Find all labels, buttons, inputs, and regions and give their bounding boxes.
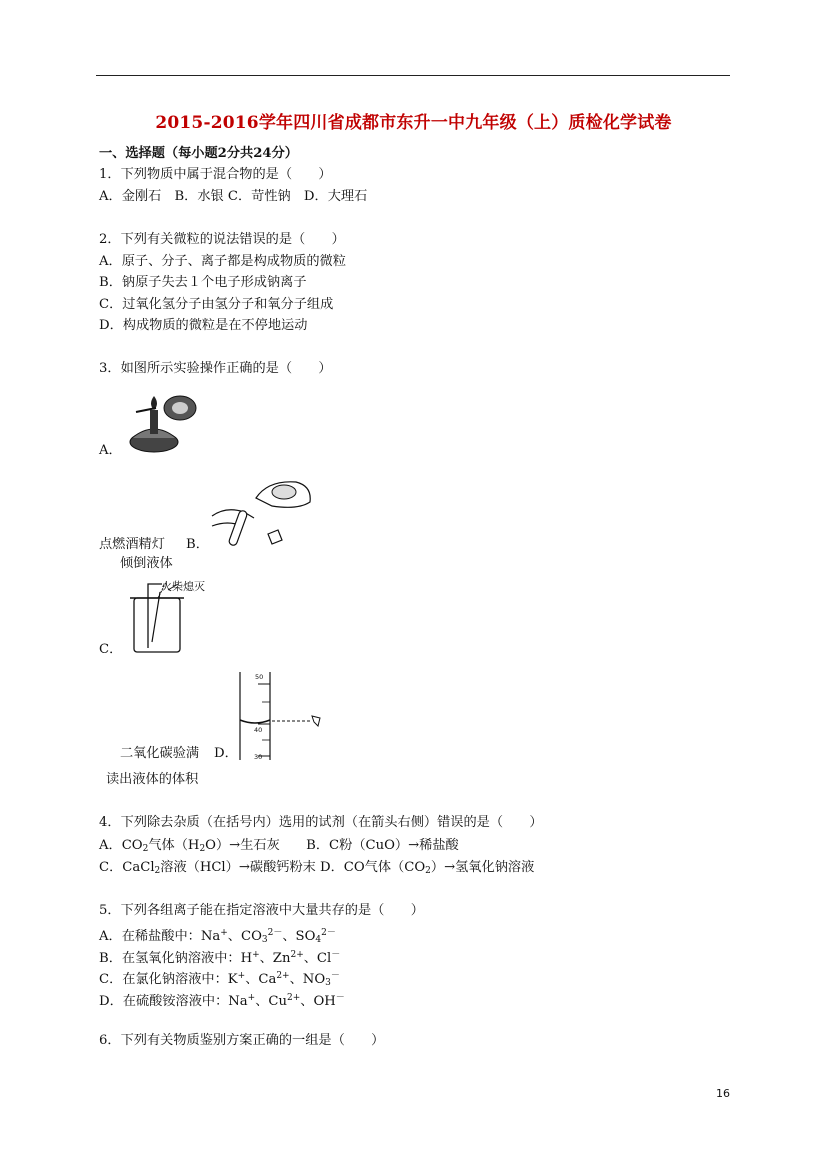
page-title: 2015-2016学年四川省成都市东升一中九年级（上）质检化学试卷 [155, 113, 672, 133]
graduated-cylinder-figure [234, 668, 334, 764]
page-number: 16 [716, 1087, 730, 1100]
question-3-label-d: D． [214, 746, 238, 761]
question-1-stem: 1．下列物质中属于混合物的是（ ） [99, 167, 332, 182]
question-4-options-ab: A．$CO_2$气体$(H_2O)\to$生石灰 B．C粉（CuO）→稀盐酸 [99, 838, 459, 854]
question-4-stem: 4．下列除去杂质（在括号内）选用的试剂（在箭头右侧）错误的是（ ） [99, 815, 543, 830]
question-2-option-b: B．钠原子失去１个电子形成钠离子 [99, 275, 307, 290]
question-2-stem: 2．下列有关微粒的说法错误的是（ ） [99, 232, 345, 247]
question-6-stem: 6．下列有关物质鉴别方案正确的一组是（ ） [99, 1033, 385, 1048]
question-3-caption-c: 二氧化碳验满 [120, 746, 200, 761]
question-5-option-d: D．在硫酸铵溶液中：Na+、$Cu^{2+}$、OH－ [99, 993, 345, 1009]
question-4-options-cd: C．CaCl$_2$溶液（HCl）→碳酸钙粉末 D．CO气体$(CO_2)\to$氢氧化钠溶液 [99, 860, 535, 876]
question-3-label-a: A． [99, 443, 122, 458]
question-2-option-a: A．原子、分子、离子都是构成物质的微粒 [99, 254, 346, 269]
question-3-stem: 3．如图所示实验操作正确的是（ ） [99, 361, 332, 376]
question-2-option-c: C．过氧化氢分子由氢分子和氧分子组成 [99, 297, 334, 312]
section-heading: 一、选择题（每小题2分共24分） [99, 146, 298, 161]
pouring-liquid-figure [208, 470, 318, 552]
question-1-options: A．金刚石 B．水银 C．苛性钠 D．大理石 [99, 189, 368, 204]
question-3-caption-a: 点燃酒精灯 [99, 537, 165, 552]
question-5-option-a: A．在稀盐酸中：Na+、$CO_3^{2-}$、$SO_4^{2-}$ [99, 928, 336, 945]
question-5-stem: 5．下列各组离子能在指定溶液中大量共存的是（ ） [99, 903, 424, 918]
cylinder-tick-50: 50 [255, 673, 264, 681]
co2-figure-label: 火柴熄灭 [161, 580, 205, 593]
question-3-label-b: B． [186, 537, 209, 552]
question-5-option-b: B．在氢氧化钠溶液中：H+、$Zn^{2+}$、Cl－ [99, 950, 341, 966]
question-3-caption-d: 读出液体的体积 [106, 772, 199, 787]
question-3-caption-b: 倾倒液体 [120, 556, 173, 571]
cylinder-tick-30: 30 [254, 753, 263, 761]
question-5-option-c: C．在氯化钠溶液中：K+、$Ca^{2+}$、$NO_3^-$ [99, 971, 340, 988]
header-rule [96, 75, 730, 76]
question-3-label-c: C． [99, 642, 123, 657]
question-2-option-d: D．构成物质的微粒是在不停地运动 [99, 318, 308, 333]
cylinder-tick-40: 40 [254, 726, 263, 734]
alcohol-lamp-figure [122, 390, 202, 456]
